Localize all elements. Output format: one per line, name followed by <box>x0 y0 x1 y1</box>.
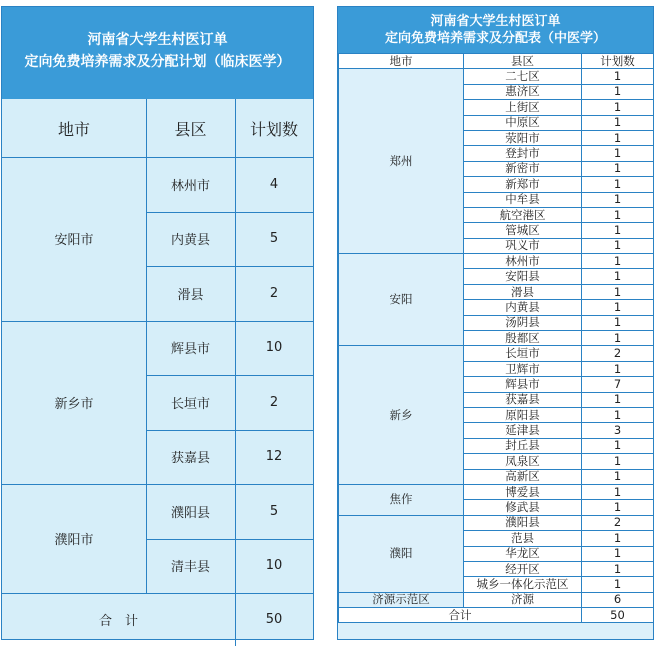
plan-cell: 6 <box>582 592 654 607</box>
district-cell: 长垣市 <box>464 346 582 361</box>
plan-cell: 1 <box>582 484 654 499</box>
right-table-header <box>338 7 653 53</box>
plan-cell: 1 <box>582 361 654 376</box>
plan-cell: 1 <box>582 223 654 238</box>
header-district: 县区 <box>174 119 207 139</box>
plan-cell: 1 <box>582 331 654 346</box>
plan-cell: 1 <box>582 454 654 469</box>
plan-cell: 1 <box>582 284 654 299</box>
plan-cell: 1 <box>582 546 654 561</box>
district-cell: 滑县 <box>464 284 582 299</box>
plan-cell: 1 <box>582 438 654 453</box>
plan-cell: 2 <box>269 285 279 301</box>
total-value: 50 <box>265 612 283 627</box>
plan-cell: 1 <box>582 577 654 592</box>
table-row <box>339 592 654 607</box>
plan-cell: 2 <box>582 346 654 361</box>
district-cell: 林州市 <box>464 254 582 269</box>
plan-cell: 7 <box>582 377 654 392</box>
district-cell: 范县 <box>464 531 582 546</box>
tcm-plan-table <box>337 6 654 640</box>
city-cell: 济源示范区 <box>339 592 464 607</box>
plan-cell: 1 <box>582 315 654 330</box>
plan-cell: 3 <box>582 423 654 438</box>
plan-cell: 1 <box>582 561 654 576</box>
district-cell: 濮阳县 <box>170 505 210 521</box>
district-cell: 华龙区 <box>464 546 582 561</box>
right-table-grid <box>338 53 654 623</box>
district-cell: 殷都区 <box>464 331 582 346</box>
plan-cell: 1 <box>582 115 654 130</box>
plan-cell: 1 <box>582 177 654 192</box>
plan-cell: 1 <box>582 161 654 176</box>
district-cell: 清丰县 <box>170 560 210 576</box>
district-cell: 获嘉县 <box>170 451 210 467</box>
table-row <box>339 254 654 269</box>
plan-cell: 1 <box>582 146 654 161</box>
plan-cell: 1 <box>582 69 654 84</box>
plan-cell: 10 <box>265 340 283 356</box>
header-plan: 计划数 <box>249 119 298 139</box>
district-cell: 林州市 <box>170 178 210 194</box>
district-cell: 内黄县 <box>464 300 582 315</box>
plan-cell: 1 <box>582 192 654 207</box>
district-cell: 二七区 <box>464 69 582 84</box>
table-row <box>339 515 654 530</box>
right-total-row <box>339 608 654 623</box>
district-cell: 长垣市 <box>170 396 210 412</box>
plan-cell: 1 <box>582 469 654 484</box>
district-cell: 卫辉市 <box>464 361 582 376</box>
district-cell: 中牟县 <box>464 192 582 207</box>
city-cell: 安阳市 <box>54 233 94 249</box>
district-cell: 安阳县 <box>464 269 582 284</box>
district-cell: 济源 <box>464 592 582 607</box>
city-cell: 安阳 <box>339 254 464 346</box>
district-cell: 惠济区 <box>464 84 582 99</box>
district-cell: 延津县 <box>464 423 582 438</box>
city-cell: 濮阳市 <box>54 533 94 548</box>
district-cell: 封丘县 <box>464 438 582 453</box>
table-row <box>339 69 654 84</box>
city-cell: 郑州 <box>339 69 464 254</box>
plan-cell: 1 <box>582 238 654 253</box>
district-cell: 管城区 <box>464 223 582 238</box>
plan-cell: 4 <box>269 176 279 192</box>
total-value: 50 <box>582 608 654 623</box>
plan-cell: 1 <box>582 100 654 115</box>
district-cell: 凤泉区 <box>464 454 582 469</box>
district-cell: 原阳县 <box>464 407 582 422</box>
plan-cell: 1 <box>582 300 654 315</box>
district-cell: 城乡一体化示范区 <box>464 577 582 592</box>
district-cell: 获嘉县 <box>464 392 582 407</box>
plan-cell: 10 <box>265 558 283 574</box>
plan-cell: 1 <box>582 207 654 222</box>
total-label: 合计 <box>339 608 582 623</box>
plan-cell: 5 <box>269 231 279 247</box>
district-cell: 高新区 <box>464 469 582 484</box>
right-title-line2: 定向免费培养需求及分配表（中医学） <box>384 31 606 46</box>
plan-cell: 1 <box>582 84 654 99</box>
district-cell: 博爱县 <box>464 484 582 499</box>
plan-cell: 1 <box>582 500 654 515</box>
plan-cell: 2 <box>582 515 654 530</box>
plan-cell: 1 <box>582 407 654 422</box>
district-cell: 中原区 <box>464 115 582 130</box>
district-cell: 修武县 <box>464 500 582 515</box>
district-cell: 巩义市 <box>464 238 582 253</box>
plan-cell: 1 <box>582 531 654 546</box>
clinical-medicine-plan-table <box>1 6 314 640</box>
district-cell: 荥阳市 <box>464 130 582 145</box>
district-cell: 新郑市 <box>464 177 582 192</box>
plan-cell: 5 <box>269 503 279 519</box>
city-cell: 焦作 <box>339 484 464 515</box>
district-cell: 濮阳县 <box>464 515 582 530</box>
header-city: 地市 <box>339 54 464 69</box>
left-title-line1: 河南省大学生村医订单 <box>87 32 228 48</box>
plan-cell: 2 <box>269 394 279 410</box>
district-cell: 汤阴县 <box>464 315 582 330</box>
district-cell: 新密市 <box>464 161 582 176</box>
district-cell: 经开区 <box>464 561 582 576</box>
header-city: 地市 <box>57 119 90 139</box>
city-cell: 濮阳 <box>339 515 464 592</box>
header-plan: 计划数 <box>582 54 654 69</box>
city-cell: 新乡市 <box>54 396 94 412</box>
district-cell: 辉县市 <box>170 342 210 358</box>
header-district: 县区 <box>464 54 582 69</box>
district-cell: 航空港区 <box>464 207 582 222</box>
district-cell: 登封市 <box>464 146 582 161</box>
district-cell: 内黄县 <box>170 233 210 249</box>
right-header-row <box>339 54 654 69</box>
table-row <box>339 484 654 499</box>
district-cell: 辉县市 <box>464 377 582 392</box>
district-cell: 上街区 <box>464 100 582 115</box>
plan-cell: 1 <box>582 254 654 269</box>
plan-cell: 1 <box>582 392 654 407</box>
left-title-line2: 定向免费培养需求及分配计划（临床医学） <box>24 54 291 70</box>
plan-cell: 1 <box>582 269 654 284</box>
total-label: 合 计 <box>98 614 138 629</box>
table-row <box>339 346 654 361</box>
right-title-line1: 河南省大学生村医订单 <box>430 14 561 29</box>
left-table-header <box>2 7 313 99</box>
plan-cell: 12 <box>265 449 283 465</box>
district-cell: 滑县 <box>177 287 204 303</box>
city-cell: 新乡 <box>339 346 464 485</box>
plan-cell: 1 <box>582 130 654 145</box>
